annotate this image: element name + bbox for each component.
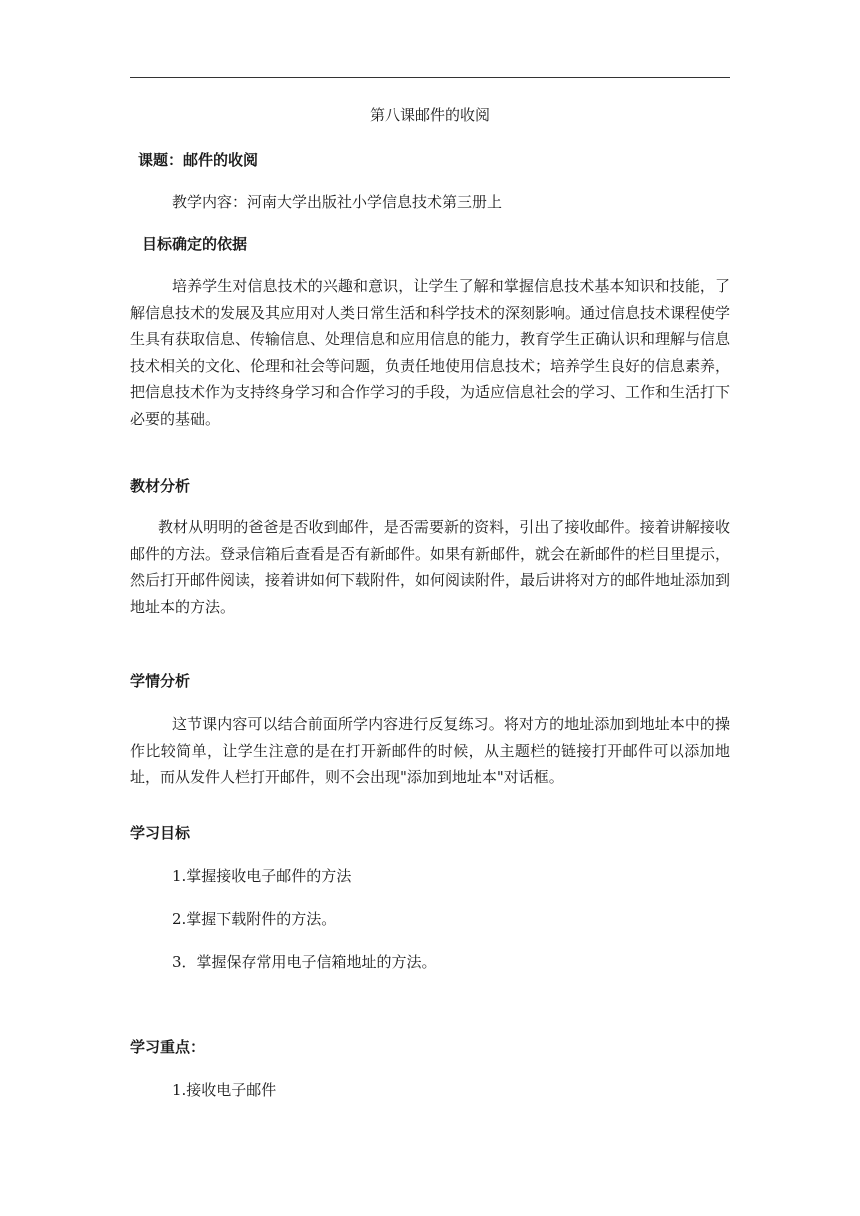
learner-analysis-heading: 学情分析 bbox=[130, 672, 191, 690]
learner-analysis-paragraph: 这节课内容可以结合前面所学内容进行反复练习。将对方的地址添加到地址本中的操作比较简单，让学生注意的是在打开新邮件的时候，从主题栏的链接打开邮件可以添加地址，而从发件人栏打开邮件，则不会出现"添加到地址本"对话框。 bbox=[130, 715, 730, 786]
key-points-heading: 学习重点： bbox=[130, 1038, 206, 1056]
basis-paragraph: 培养学生对信息技术的兴趣和意识，让学生了解和掌握信息技术基本知识和技能，了解信息技术的发展及其应用对人类日常生活和科学技术的深刻影响。通过信息技术课程使学生具有获取信息、传输信息、处理信息和应用信息的能力，教育学生正确认识和理解与信息技术相关的文化、伦理和社会等问题，负责任地使用信息技术；培养学生良好的信息素养，把信息技术作为支持终身学习和合作学习的手段，为适应信息社会的学习、工作和生活打下必要的基础。 bbox=[130, 277, 731, 428]
learning-goal-item: 1.掌握接收电子邮件的方法 bbox=[172, 867, 352, 885]
learning-goals-heading: 学习目标 bbox=[130, 824, 191, 842]
header-rule bbox=[130, 77, 730, 78]
teaching-content-line: 教学内容：河南大学出版社小学信息技术第三册上 bbox=[172, 193, 503, 211]
topic-heading: 课题：邮件的收阅 bbox=[138, 151, 259, 169]
learning-goal-item: 2.掌握下载附件的方法。 bbox=[172, 910, 337, 928]
lesson-title: 第八课邮件的收阅 bbox=[369, 106, 490, 124]
textbook-analysis-paragraph: 教材从明明的爸爸是否收到邮件，是否需要新的资料，引出了接收邮件。接着讲解接收邮件的方法。登录信箱后查看是否有新邮件。如果有新邮件，就会在新邮件的栏目里提示，然后打开邮件阅读，接着讲如何下载附件，如何阅读附件，最后讲将对方的邮件地址添加到地址本的方法。 bbox=[130, 518, 731, 616]
textbook-analysis-heading: 教材分析 bbox=[130, 477, 191, 495]
key-point-item: 1.接收电子邮件 bbox=[172, 1081, 277, 1099]
learning-goal-item: 3．掌握保存常用电子信箱地址的方法。 bbox=[172, 953, 437, 971]
basis-heading: 目标确定的依据 bbox=[142, 235, 248, 253]
